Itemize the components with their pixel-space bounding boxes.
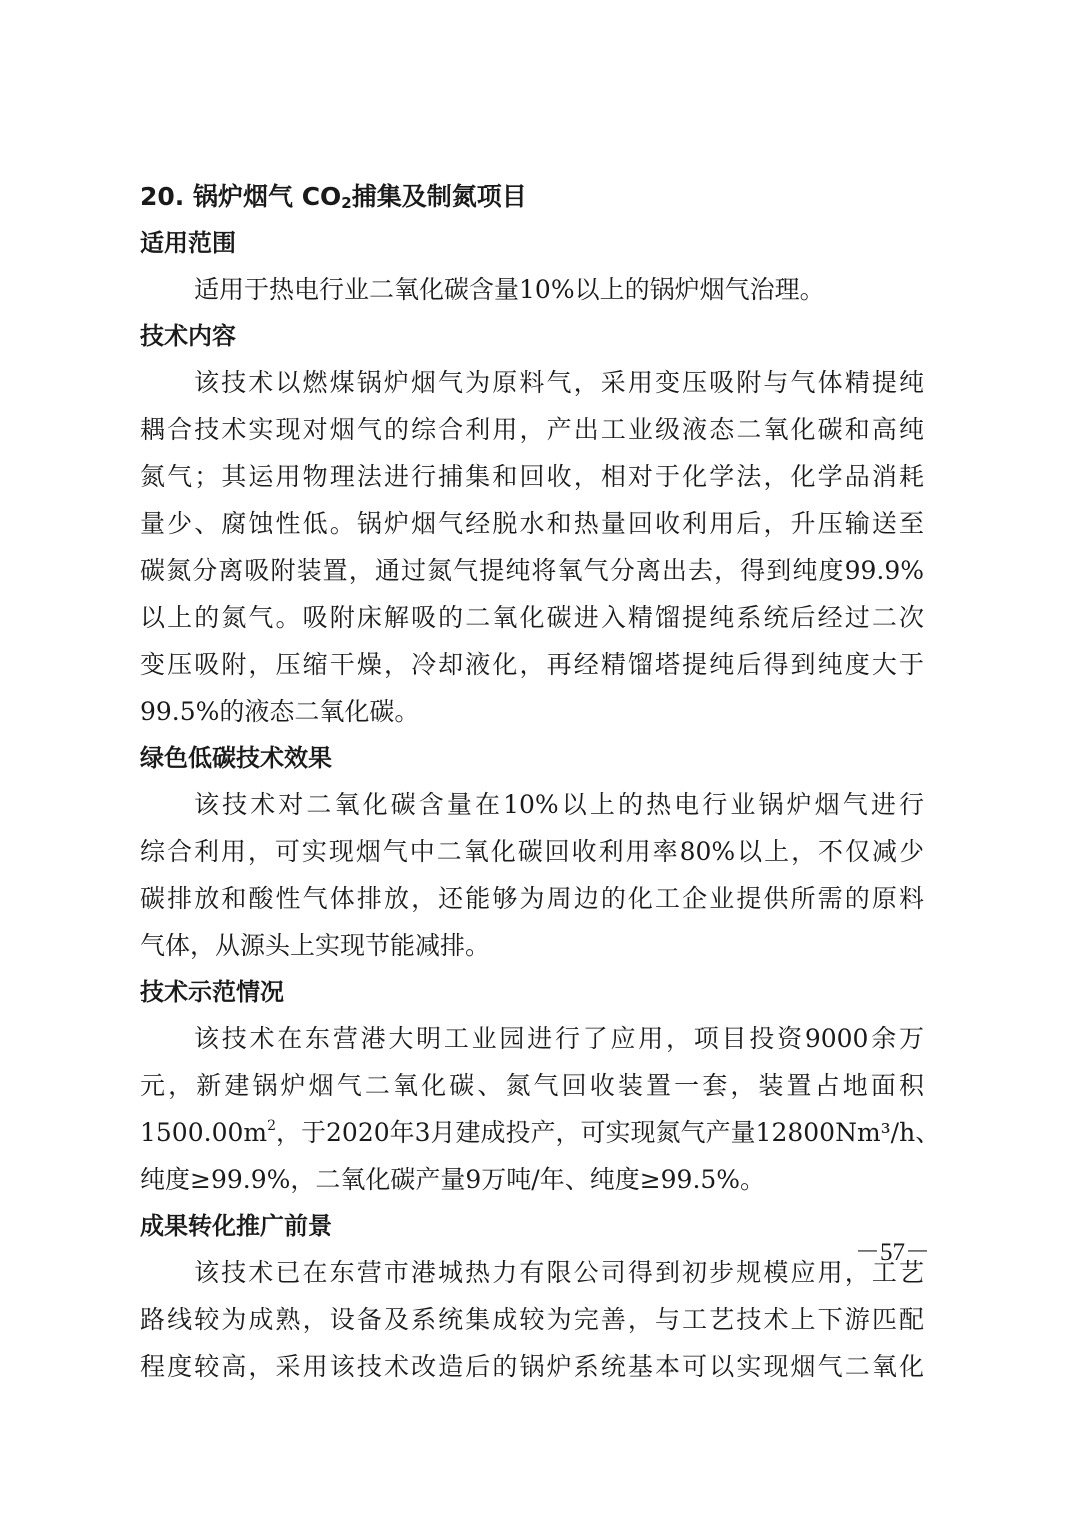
section-body-tech-content [140, 359, 924, 735]
section-body-scope [140, 266, 924, 313]
area-unit-superscript: 2 [267, 1118, 277, 1134]
area-value: 1500.00m [140, 1118, 268, 1147]
body-line: 适用于热电行业二氧化碳含量10%以上的锅炉烟气治理。 [194, 275, 825, 304]
section-heading-promotion-prospect: 成果转化推广前景 [140, 1212, 332, 1240]
body-line: 路线较为成熟，设备及系统集成较为完善，与工艺技术上下游匹配 [140, 1305, 924, 1334]
body-line-continuation: ，于2020年3月建成投产，可实现氮气产量12800Nm³/h、 [276, 1118, 941, 1147]
body-line: 程度较高，采用该技术改造后的锅炉系统基本可以实现烟气二氧化 [140, 1352, 924, 1381]
body-line: 气体，从源头上实现节能减排。 [140, 931, 491, 960]
body-line: 元，新建锅炉烟气二氧化碳、氮气回收装置一套，装置占地面积 [140, 1071, 924, 1100]
page-number: －57－ [855, 1239, 931, 1266]
section-body-promotion-prospect [140, 1249, 924, 1390]
body-line: 该技术以燃煤锅炉烟气为原料气，采用变压吸附与气体精提纯 [194, 368, 924, 397]
body-line [140, 1109, 941, 1156]
body-line: 碳氮分离吸附装置，通过氮气提纯将氧气分离出去，得到纯度99.9% [140, 556, 924, 585]
body-line: 该技术在东营港大明工业园进行了应用，项目投资9000余万 [194, 1024, 924, 1053]
body-line: 99.5%的液态二氧化碳。 [140, 697, 420, 726]
section-body-demonstration [140, 1015, 941, 1203]
title-subscript: 2 [341, 194, 352, 212]
body-line: 该技术已在东营市港城热力有限公司得到初步规模应用，工艺 [194, 1258, 924, 1287]
section-body-low-carbon-effect [140, 781, 924, 969]
body-line: 碳排放和酸性气体排放，还能够为周边的化工企业提供所需的原料 [140, 884, 924, 913]
body-line: 耦合技术实现对烟气的综合利用，产出工业级液态二氧化碳和高纯 [140, 415, 924, 444]
body-line: 纯度≥99.9%，二氧化碳产量9万吨/年、纯度≥99.5%。 [140, 1165, 766, 1194]
section-heading-demonstration: 技术示范情况 [140, 978, 284, 1006]
title-suffix: 捕集及制氮项目 [351, 182, 527, 211]
body-line: 综合利用，可实现烟气中二氧化碳回收利用率80%以上，不仅减少 [140, 837, 924, 866]
body-line: 氮气；其运用物理法进行捕集和回收，相对于化学法，化学品消耗 [140, 462, 924, 491]
section-heading-tech-content: 技术内容 [140, 322, 236, 350]
document-title [140, 174, 924, 220]
section-heading-low-carbon-effect: 绿色低碳技术效果 [140, 744, 332, 772]
document-page [140, 174, 941, 1390]
body-line: 该技术对二氧化碳含量在10%以上的热电行业锅炉烟气进行 [194, 790, 924, 819]
title-prefix: 20. 锅炉烟气 CO [140, 182, 342, 211]
body-line: 量少、腐蚀性低。锅炉烟气经脱水和热量回收利用后，升压输送至 [140, 509, 924, 538]
body-line: 变压吸附，压缩干燥，冷却液化，再经精馏塔提纯后得到纯度大于 [140, 650, 924, 679]
body-line: 以上的氮气。吸附床解吸的二氧化碳进入精馏提纯系统后经过二次 [140, 603, 924, 632]
section-heading-scope: 适用范围 [140, 229, 236, 257]
